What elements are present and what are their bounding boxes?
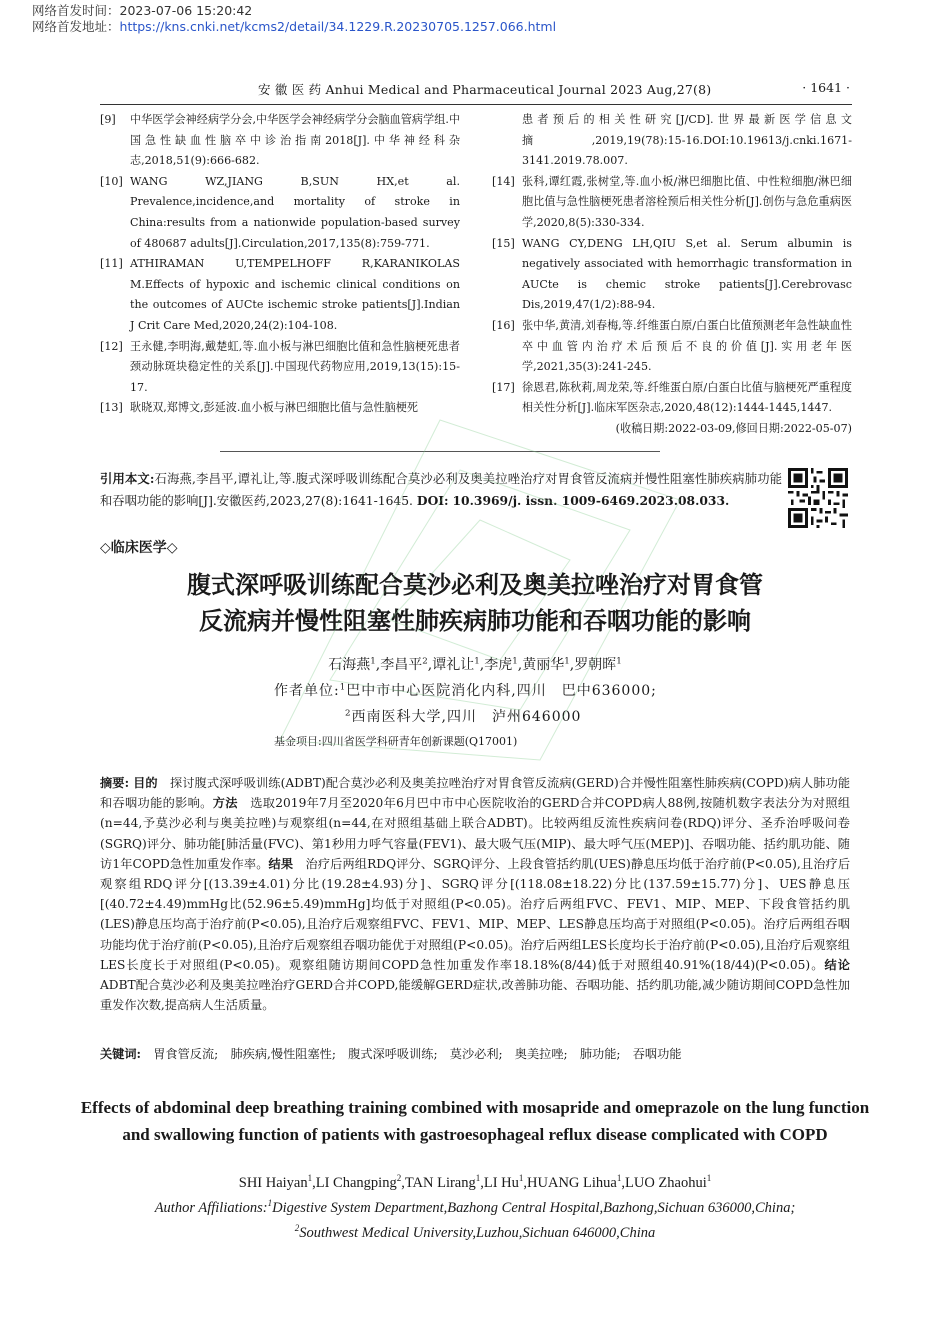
author-affiliation-sup: 1 [475, 1173, 481, 1183]
reference-item [100, 254, 460, 336]
affiliation-en-label: Author Affiliations: [154, 1199, 268, 1216]
author-name: 李昌平 [380, 657, 423, 673]
reference-item [100, 110, 460, 172]
keywords-cn [100, 1045, 850, 1062]
abstract-label: 摘要: [100, 776, 130, 790]
reference-number: [16] [492, 318, 515, 332]
running-head-journal: 安 徽 医 药 Anhui Medical and Pharmaceutical Journal 2023 Aug,27(8) [258, 82, 712, 97]
reference-item [100, 172, 460, 254]
title-en: Effects of abdominal deep breathing training combined with mosapride and omeprazole on the lung function and swallowing function of patients with gastroesophageal reflux disease complicated with COPD [80, 1098, 870, 1144]
citation-label: 引用本文: [100, 471, 155, 486]
reference-number: [14] [492, 174, 515, 188]
reference-number: [15] [492, 236, 515, 250]
reference-number: [9] [100, 113, 116, 126]
reference-text: 患者预后的相关性研究[J/CD].世界最新医学信息文摘,2019,19(78):15-16.DOI:10.19613/j.cnki.1671-3141.2019.78.007. [522, 113, 852, 168]
keywords-text: 胃食管反流; 肺疾病,慢性阻塞性; 腹式深呼吸训练; 莫沙必利; 奥美拉唑; 肺功能; 吞咽功能 [153, 1047, 682, 1061]
reference-text: 王永健,李明海,戴楚虹,等.血小板与淋巴细胞比值和急性脑梗死患者颈动脉斑块稳定性的关系[J].中国现代药物应用,2019,13(15):15-17. [130, 339, 460, 394]
author-affiliation-sup: 1 [474, 656, 480, 667]
reference-number: [10] [100, 174, 123, 188]
author-affiliation-sup: 2 [396, 1173, 402, 1183]
fund-info: 基金项目:四川省医学科研青年创新课题(Q17001) [274, 735, 518, 748]
reference-number [492, 110, 522, 172]
affiliation-sup: 2 [294, 1223, 300, 1233]
methods-text: 选取2019年7月至2020年6月巴中市中心医院收治的GERD合并COPD病人88例,按随机数字表法分为对照组(n=44,予莫沙必利与奥美拉唑)与观察组(n=44,在对照组基础上联合ADBT)。比较两组反流性疾病问卷(RDQ)评分、圣乔治呼吸问卷(SGRQ)评分、肺功能[肺活量(FVC)、第1秒用力呼气容量(FEV1)、最大吸气压(MIP)、最大呼气压(MEP)]、吞咽功能、括约肌功能、随访1年COPD急性加重发作率。 [100, 796, 851, 871]
author-name: TAN Lirang [404, 1174, 476, 1191]
author-name: 李虎 [484, 657, 513, 673]
publish-url-link[interactable]: https://kns.cnki.net/kcms2/detail/34.1229.R.20230705.1257.066.html [119, 19, 557, 34]
reference-item [492, 316, 852, 378]
reference-text: WANG CY,DENG LH,QIU S,et al. Serum albumin is negatively associated with hemorrhagic transformation in AUCte is chemic stroke patients[J].Cerebrovasc Dis,2019,47(1/2):88-94. [522, 236, 852, 312]
reference-text: 中华医学会神经病学分会,中华医学会神经病学分会脑血管病学组.中国急性缺血性脑卒中诊治指南2018[J].中华神经科杂志,2018,51(9):666-682. [130, 113, 460, 168]
affiliation-sup: 1 [267, 1198, 273, 1208]
affiliation-sup: 2 [345, 708, 352, 719]
received-date: (收稿日期:2022-03-09,修回日期:2022-05-07) [615, 421, 852, 435]
reference-text: ATHIRAMAN U,TEMPELHOFF R,KARANIKOLAS M.Effects of hypoxic and ischemic clinical conditions on the outcomes of AUCte ischemic stroke patients[J].Indian J Crit Care Med,2020,24(2):104-108. [130, 257, 460, 332]
citation-text: 石海燕,李昌平,谭礼让,等.腹式深呼吸训练配合莫沙必利及奥美拉唑治疗对胃食管反流病并慢性阻塞性肺疾病肺功能和吞咽功能的影响[J].安徽医药,2023,27(8):1641-1645. [100, 472, 782, 508]
title-cn-line: 反流病并慢性阻塞性肺疾病肺功能和吞咽功能的影响 [199, 606, 751, 635]
references-left-column [100, 110, 460, 419]
affiliation-en-line1 [70, 1198, 880, 1217]
reference-item [492, 110, 852, 172]
reference-text: 张科,谭红霞,张树堂,等.血小板/淋巴细胞比值、中性粒细胞/淋巴细胞比值与急性脑梗死患者溶栓预后相关性分析[J].创伤与急危重病医学,2020,8(5):330-334. [522, 174, 852, 229]
author-name: LI Changping [315, 1174, 397, 1191]
author-name: 石海燕 [328, 657, 371, 673]
author-affiliation-sup: 1 [616, 656, 622, 667]
reference-number: [11] [100, 257, 123, 271]
reference-text: 耿晓双,郑博文,彭延波.血小板与淋巴细胞比值与急性脑梗死 [130, 401, 418, 415]
reference-item [492, 172, 852, 234]
reference-number: [17] [492, 380, 515, 394]
methods-label: 方法 [212, 796, 238, 811]
reference-text: 徐恩君,陈秋莉,周龙荣,等.纤维蛋白原/白蛋白比值与脑梗死严重程度相关性分析[J].临床军医杂志,2020,48(12):1444-1445,1447. [522, 380, 852, 415]
author-affiliation-sup: 1 [307, 1173, 313, 1183]
affiliation-cn-text: 巴中市中心医院消化内科,四川 巴中636000; [346, 683, 657, 699]
author-name: HUANG Lihua [527, 1174, 617, 1191]
author-affiliation-sup: 1 [512, 656, 518, 667]
reference-item [100, 398, 460, 419]
authors-cn: 石海燕$^1$,李昌平$^2$,谭礼让$^1$,李虎$^1$,黄丽华$^1$,罗朝晖$^1$ [328, 656, 622, 673]
affiliation-en-text: Digestive System Department,Bazhong Central Hospital,Bazhong,Sichuan 636000,China; [272, 1199, 796, 1216]
results-label: 结果 [268, 856, 294, 871]
conclusion-label: 结论 [824, 957, 850, 972]
conclusion-text: ADBT配合莫沙必利及奥美拉唑治疗GERD合并COPD,能缓解GERD症状,改善肺功能、吞咽功能、括约肌功能,减少随访期间COPD急性加重发作次数,提高病人生活质量。 [100, 978, 850, 1013]
title-cn-line: 腹式深呼吸训练配合莫沙必利及奥美拉唑治疗对胃食管 [187, 570, 763, 599]
doi-value[interactable]: 10.3969/j. issn. 1009-6469.2023.08.033. [452, 493, 730, 508]
keywords-label: 关键词: [100, 1047, 142, 1061]
affiliation-cn-line2 [345, 706, 581, 726]
category-label: ◇临床医学◇ [100, 540, 178, 556]
objective-label: 目的 [133, 776, 158, 790]
citation-block [100, 468, 782, 512]
author-name: 谭礼让 [432, 657, 475, 673]
author-affiliation-sup: 1 [370, 656, 376, 667]
page-number: · 1641 · [802, 80, 850, 95]
publish-url-line [32, 19, 556, 35]
author-name: 黄丽华 [522, 657, 565, 673]
reference-text: WANG WZ,JIANG B,SUN HX,et al. Prevalence,incidence,and mortality of stroke in China:results from a nationwide population-based survey of 480687 adults[J].Circulation,2017,135(8):759-771. [130, 174, 460, 250]
author-name: 罗朝晖 [574, 657, 617, 673]
author-name: LUO Zhaohui [624, 1174, 707, 1191]
reference-item [492, 234, 852, 316]
reference-item [100, 337, 460, 399]
author-name: SHI Haiyan [238, 1174, 308, 1191]
qr-code-icon[interactable] [788, 468, 848, 528]
reference-number: [12] [100, 339, 123, 353]
affiliation-cn-label: 作者单位: [274, 683, 340, 699]
author-affiliation-sup: 1 [706, 1173, 712, 1183]
affiliation-sup: 1 [339, 682, 347, 693]
author-affiliation-sup: 1 [518, 1173, 524, 1183]
author-affiliation-sup: 1 [564, 656, 570, 667]
authors-en: SHI Haiyan$^1$,LI Changping$^2$,TAN Lirang$^1$,LI Hu$^1$,HUANG Lihua$^1$,LUO Zhaohui$^1$ [238, 1173, 712, 1191]
objective-text: 探讨腹式深呼吸训练(ADBT)配合莫沙必利及奥美拉唑治疗对胃食管反流病(GERD)合并慢性阻塞性肺疾病(COPD)病人肺功能和吞咽功能的影响。 [100, 776, 851, 811]
affiliation-cn-line1 [274, 680, 657, 700]
publish-time: 网络首发时间：2023-07-06 15:20:42 [32, 3, 253, 18]
affiliation-cn-text: 西南医科大学,四川 泸州646000 [351, 709, 582, 725]
affiliation-en-text: Southwest Medical University,Luzhou,Sichuan 646000,China [299, 1224, 656, 1241]
doi-label: DOI: [416, 493, 449, 508]
title-cn [60, 567, 890, 639]
author-name: LI Hu [483, 1174, 519, 1191]
affiliation-en-line2 [70, 1223, 880, 1242]
author-affiliation-sup: 1 [616, 1173, 622, 1183]
header-rule [100, 104, 852, 105]
reference-number: [13] [100, 401, 123, 415]
results-text: 治疗后两组RDQ评分、SGRQ评分、上段食管括约肌(UES)静息压均低于治疗前(P<0.05),且治疗后观察组RDQ评分[(13.39±4.01)分比(19.28±4.93)分]、SGRQ评分[(118.08±18.22)分比(137.59±15.77)分]、UES静息压[(40.72±4.49)mmHg比(52.96±5.49)mmHg]均低于对照组(P<0.05)。治疗后两组FVC、FEV1、MIP、MEP、下段食管括约肌(LES)静息压均高于治疗前(P<0.05),且治疗后观察组FVC、FEV1、MIP、MEP、LES静息压均高于对照组(P<0.05)。治疗后两组吞咽功能均优于治疗前(P<0.05),且治疗后观察组吞咽功能优于对照组(P<0.05)。治疗后两组LES长度均长于治疗前(P<0.05),且治疗后观察组LES长度长于对照组(P<0.05)。观察组随访期间COPD急性加重发作率18.18%(8/44)低于对照组40.91%(18/44)(P<0.05)。 [100, 856, 851, 972]
references-right-column [492, 110, 852, 440]
reference-text: 张中华,黄清,刘春梅,等.纤维蛋白原/白蛋白比值预测老年急性缺血性卒中血管内治疗术后预后不良的价值[J].实用老年医学,2021,35(3):241-245. [522, 318, 852, 374]
publish-url-label: 网络首发地址： [32, 19, 120, 34]
abstract-cn [100, 773, 850, 1015]
author-affiliation-sup: 2 [422, 656, 428, 667]
reference-item [492, 378, 852, 419]
section-divider [220, 451, 660, 452]
